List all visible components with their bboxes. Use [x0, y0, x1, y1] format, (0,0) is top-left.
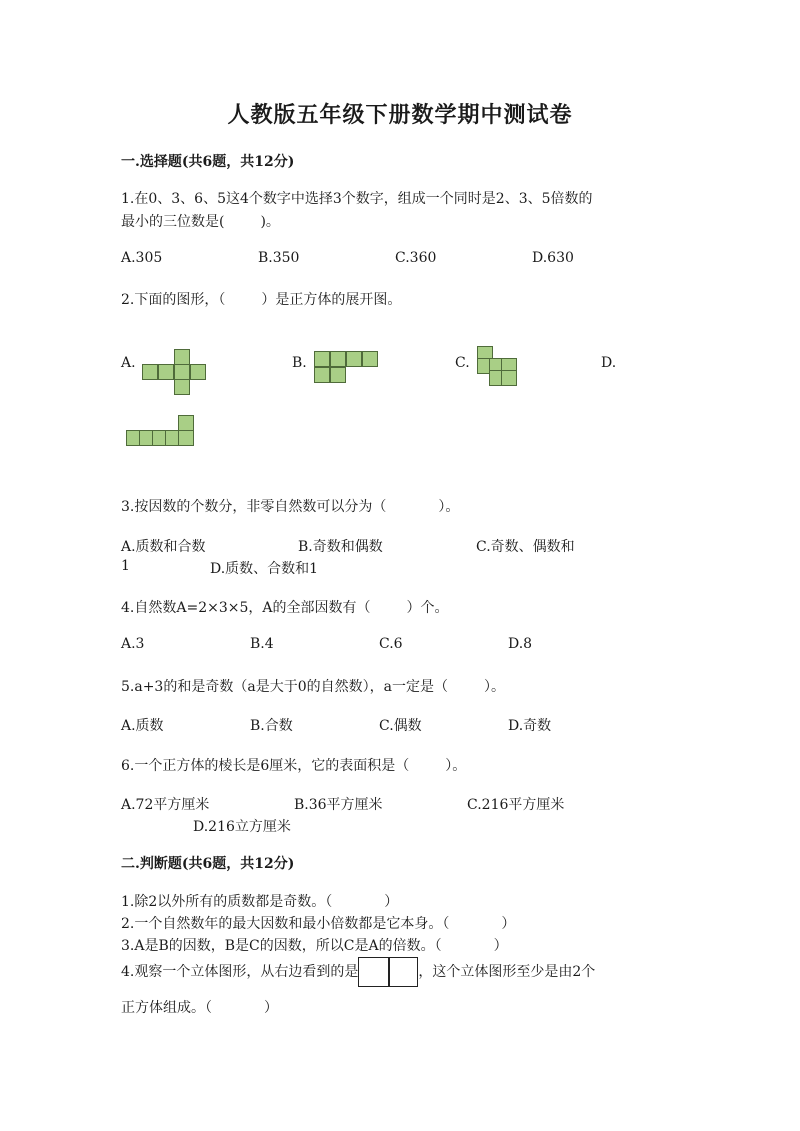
question-4	[121, 597, 449, 617]
net-square	[158, 364, 174, 380]
page-title: 人教版五年级下册数学期中测试卷	[227, 102, 573, 128]
q3-option-c-continued: 1	[121, 558, 130, 574]
question-6-text: 6.一个正方体的棱长是6厘米，它的表面积是（	[121, 758, 410, 774]
question-1-line2	[121, 211, 280, 231]
q4-option-a[interactable]: A.3	[121, 636, 145, 652]
q5-option-d[interactable]: D.奇数	[508, 718, 552, 734]
judgement-4-line2	[121, 997, 278, 1017]
question-1-suffix: )。	[260, 214, 280, 230]
judgement-4	[121, 957, 595, 987]
q1-option-d[interactable]: D.630	[532, 250, 574, 266]
q5-option-a[interactable]: A.质数	[121, 718, 164, 734]
q3-option-b[interactable]: B.奇数和偶数	[298, 539, 383, 555]
q5-option-b[interactable]: B.合数	[250, 718, 293, 734]
net-square	[174, 364, 190, 380]
question-5	[121, 676, 505, 696]
question-4-suffix: ）个。	[406, 600, 449, 616]
q2-option-c[interactable]: C.	[455, 355, 470, 371]
view-divider	[388, 958, 390, 986]
q4-option-d[interactable]: D.8	[508, 636, 533, 652]
section-heading-judgement: 二.判断题(共6题，共12分)	[121, 856, 295, 872]
section-heading-choice: 一.选择题(共6题，共12分)	[121, 154, 295, 170]
net-square	[501, 370, 517, 386]
net-square	[174, 379, 190, 395]
judgement-2-suffix: ）	[501, 916, 516, 932]
q1-option-a[interactable]: A.305	[121, 250, 163, 266]
q1-option-b[interactable]: B.350	[258, 250, 300, 266]
net-square	[362, 351, 378, 367]
net-square	[174, 349, 190, 365]
net-square	[142, 364, 158, 380]
judgement-2-text: 2.一个自然数年的最大因数和最小倍数都是它本身。（	[121, 916, 450, 932]
judgement-4-text: 4.观察一个立体图形，从右边看到的是	[121, 964, 359, 980]
q5-option-c[interactable]: C.偶数	[379, 718, 422, 734]
net-square	[314, 351, 330, 367]
net-square	[178, 415, 194, 431]
q1-option-c[interactable]: C.360	[395, 250, 437, 266]
net-square	[330, 351, 346, 367]
judgement-2	[121, 913, 515, 933]
q6-option-b[interactable]: B.36平方厘米	[294, 797, 383, 813]
judgement-3	[121, 935, 508, 955]
net-square	[330, 367, 346, 383]
net-square	[314, 367, 330, 383]
q2-option-b[interactable]: B.	[292, 355, 307, 371]
right-view-figure	[358, 957, 418, 987]
question-3-text: 3.按因数的个数分，非零自然数可以分为（	[121, 499, 387, 515]
question-1-text: 最小的三位数是(	[121, 214, 225, 230]
judgement-4-suffix: ，这个立体图形至少是由2个	[418, 964, 596, 980]
question-3-suffix: ）。	[438, 499, 460, 515]
judgement-1-suffix: ）	[384, 894, 399, 910]
q4-option-b[interactable]: B.4	[250, 636, 274, 652]
q3-option-a[interactable]: A.质数和合数	[121, 539, 206, 555]
question-4-text: 4.自然数A=2×3×5，A的全部因数有（	[121, 600, 371, 616]
net-square	[190, 364, 206, 380]
judgement-1-text: 1.除2以外所有的质数都是奇数。（	[121, 894, 333, 910]
q4-option-c[interactable]: C.6	[379, 636, 403, 652]
q3-option-c[interactable]: C.奇数、偶数和	[476, 539, 575, 555]
q6-option-a[interactable]: A.72平方厘米	[121, 797, 210, 813]
question-5-text: 5.a+3的和是奇数（a是大于0的自然数），a一定是（	[121, 679, 448, 695]
judgement-4-line2-suffix: ）	[264, 1000, 278, 1016]
q6-option-c[interactable]: C.216平方厘米	[467, 797, 565, 813]
question-1-line1: 1.在0、3、6、5这4个数字中选择3个数字，组成一个同时是2、3、5倍数的	[121, 191, 593, 207]
q6-option-d[interactable]: D.216立方厘米	[193, 819, 291, 835]
judgement-4-line2-text: 正方体组成。（	[121, 1000, 212, 1016]
question-6	[121, 755, 466, 775]
question-3	[121, 496, 459, 516]
judgement-3-text: 3.A是B的因数，B是C的因数，所以C是A的倍数。（	[121, 938, 442, 954]
net-square	[178, 430, 194, 446]
q2-option-d[interactable]: D.	[601, 355, 617, 371]
q2-option-a[interactable]: A.	[121, 355, 136, 371]
question-5-suffix: ）。	[483, 679, 505, 695]
question-2-suffix: ）是正方体的展开图。	[261, 292, 402, 308]
question-6-suffix: ）。	[445, 758, 467, 774]
question-2	[121, 289, 401, 309]
q3-option-d[interactable]: D.质数、合数和1	[210, 561, 319, 577]
question-2-text: 2.下面的图形，（	[121, 292, 226, 308]
judgement-3-suffix: ）	[493, 938, 508, 954]
net-square	[346, 351, 362, 367]
judgement-1	[121, 891, 398, 911]
